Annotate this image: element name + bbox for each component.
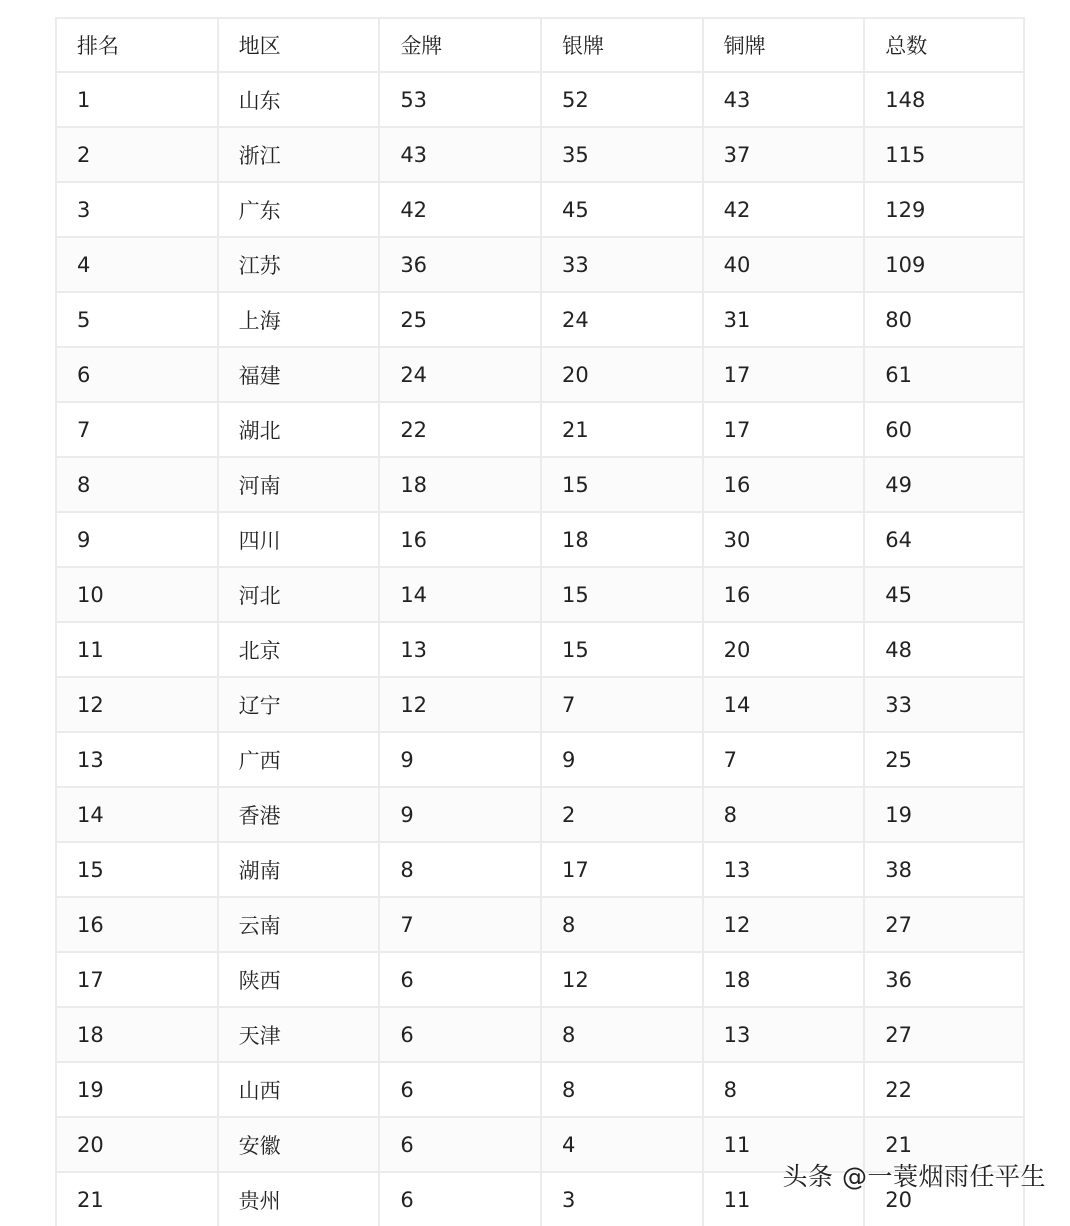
cell-gold: 6 [378, 1116, 540, 1171]
table-header [55, 17, 1025, 71]
cell-gold: 7 [378, 896, 540, 951]
header-total: 总数 [863, 17, 1025, 71]
cell-bronze: 42 [702, 181, 864, 236]
cell-gold: 6 [378, 1061, 540, 1116]
cell-rank: 18 [55, 1006, 217, 1061]
cell-region: 山东 [217, 71, 379, 126]
cell-region: 辽宁 [217, 676, 379, 731]
table-row [55, 236, 1025, 291]
cell-gold: 14 [378, 566, 540, 621]
cell-gold: 12 [378, 676, 540, 731]
cell-gold: 9 [378, 731, 540, 786]
cell-bronze: 20 [702, 621, 864, 676]
table-row [55, 896, 1025, 951]
cell-total: 129 [863, 181, 1025, 236]
table-row [55, 126, 1025, 181]
cell-region: 福建 [217, 346, 379, 401]
cell-gold: 25 [378, 291, 540, 346]
header-rank: 排名 [55, 17, 217, 71]
cell-bronze: 7 [702, 731, 864, 786]
cell-rank: 17 [55, 951, 217, 1006]
cell-rank: 20 [55, 1116, 217, 1171]
table-row [55, 621, 1025, 676]
cell-region: 湖南 [217, 841, 379, 896]
header-bronze: 铜牌 [702, 17, 864, 71]
cell-silver: 4 [540, 1116, 702, 1171]
cell-total: 64 [863, 511, 1025, 566]
cell-rank: 15 [55, 841, 217, 896]
cell-bronze: 8 [702, 1061, 864, 1116]
cell-gold: 13 [378, 621, 540, 676]
cell-silver: 8 [540, 1006, 702, 1061]
cell-total: 36 [863, 951, 1025, 1006]
cell-rank: 5 [55, 291, 217, 346]
cell-region: 北京 [217, 621, 379, 676]
cell-gold: 6 [378, 1171, 540, 1226]
cell-total: 109 [863, 236, 1025, 291]
header-gold: 金牌 [378, 17, 540, 71]
medal-table-container [55, 17, 1025, 1226]
cell-total: 27 [863, 1006, 1025, 1061]
cell-rank: 2 [55, 126, 217, 181]
table-row [55, 676, 1025, 731]
cell-silver: 21 [540, 401, 702, 456]
table-row [55, 456, 1025, 511]
cell-gold: 53 [378, 71, 540, 126]
cell-silver: 9 [540, 731, 702, 786]
table-row [55, 291, 1025, 346]
cell-total: 19 [863, 786, 1025, 841]
table-row [55, 511, 1025, 566]
cell-rank: 8 [55, 456, 217, 511]
cell-total: 21 [863, 1116, 1025, 1171]
cell-total: 60 [863, 401, 1025, 456]
cell-bronze: 8 [702, 786, 864, 841]
cell-rank: 19 [55, 1061, 217, 1116]
cell-region: 陕西 [217, 951, 379, 1006]
cell-bronze: 16 [702, 456, 864, 511]
cell-region: 浙江 [217, 126, 379, 181]
cell-rank: 1 [55, 71, 217, 126]
cell-bronze: 17 [702, 401, 864, 456]
cell-region: 云南 [217, 896, 379, 951]
cell-silver: 7 [540, 676, 702, 731]
cell-rank: 12 [55, 676, 217, 731]
cell-gold: 6 [378, 1006, 540, 1061]
watermark: 头条 @一蓑烟雨任平生 [782, 1162, 1046, 1191]
cell-region: 广西 [217, 731, 379, 786]
cell-bronze: 11 [702, 1116, 864, 1171]
cell-bronze: 43 [702, 71, 864, 126]
cell-total: 148 [863, 71, 1025, 126]
cell-bronze: 13 [702, 1006, 864, 1061]
table-row [55, 181, 1025, 236]
cell-silver: 8 [540, 896, 702, 951]
cell-bronze: 37 [702, 126, 864, 181]
cell-silver: 15 [540, 456, 702, 511]
cell-region: 香港 [217, 786, 379, 841]
cell-region: 贵州 [217, 1171, 379, 1226]
cell-gold: 16 [378, 511, 540, 566]
cell-total: 61 [863, 346, 1025, 401]
cell-rank: 9 [55, 511, 217, 566]
medal-table [55, 17, 1025, 1226]
cell-silver: 20 [540, 346, 702, 401]
cell-region: 安徽 [217, 1116, 379, 1171]
cell-total: 27 [863, 896, 1025, 951]
cell-bronze: 16 [702, 566, 864, 621]
cell-silver: 12 [540, 951, 702, 1006]
cell-silver: 35 [540, 126, 702, 181]
cell-gold: 8 [378, 841, 540, 896]
cell-gold: 6 [378, 951, 540, 1006]
cell-rank: 14 [55, 786, 217, 841]
table-row [55, 951, 1025, 1006]
cell-bronze: 18 [702, 951, 864, 1006]
header-row [55, 17, 1025, 71]
header-region: 地区 [217, 17, 379, 71]
cell-silver: 45 [540, 181, 702, 236]
header-silver: 银牌 [540, 17, 702, 71]
cell-bronze: 12 [702, 896, 864, 951]
cell-region: 河南 [217, 456, 379, 511]
cell-region: 江苏 [217, 236, 379, 291]
cell-rank: 3 [55, 181, 217, 236]
cell-rank: 7 [55, 401, 217, 456]
cell-bronze: 11 [702, 1171, 864, 1226]
cell-bronze: 14 [702, 676, 864, 731]
cell-rank: 6 [55, 346, 217, 401]
table-row [55, 1061, 1025, 1116]
cell-gold: 43 [378, 126, 540, 181]
cell-silver: 3 [540, 1171, 702, 1226]
cell-total: 80 [863, 291, 1025, 346]
table-row [55, 786, 1025, 841]
cell-silver: 24 [540, 291, 702, 346]
cell-silver: 52 [540, 71, 702, 126]
table-row [55, 401, 1025, 456]
cell-region: 天津 [217, 1006, 379, 1061]
cell-silver: 17 [540, 841, 702, 896]
cell-rank: 10 [55, 566, 217, 621]
cell-total: 20 [863, 1171, 1025, 1226]
cell-bronze: 31 [702, 291, 864, 346]
cell-bronze: 30 [702, 511, 864, 566]
cell-region: 山西 [217, 1061, 379, 1116]
table-row [55, 731, 1025, 786]
cell-silver: 15 [540, 566, 702, 621]
cell-total: 115 [863, 126, 1025, 181]
cell-rank: 21 [55, 1171, 217, 1226]
cell-silver: 18 [540, 511, 702, 566]
cell-region: 河北 [217, 566, 379, 621]
cell-gold: 42 [378, 181, 540, 236]
cell-region: 湖北 [217, 401, 379, 456]
cell-rank: 13 [55, 731, 217, 786]
cell-bronze: 13 [702, 841, 864, 896]
table-row [55, 841, 1025, 896]
cell-region: 上海 [217, 291, 379, 346]
cell-total: 45 [863, 566, 1025, 621]
cell-total: 38 [863, 841, 1025, 896]
cell-silver: 2 [540, 786, 702, 841]
cell-gold: 22 [378, 401, 540, 456]
cell-total: 49 [863, 456, 1025, 511]
cell-total: 48 [863, 621, 1025, 676]
cell-total: 22 [863, 1061, 1025, 1116]
cell-gold: 36 [378, 236, 540, 291]
table-body [55, 71, 1025, 1226]
cell-region: 四川 [217, 511, 379, 566]
cell-silver: 15 [540, 621, 702, 676]
table-row [55, 1006, 1025, 1061]
cell-rank: 16 [55, 896, 217, 951]
cell-gold: 9 [378, 786, 540, 841]
table-row [55, 71, 1025, 126]
cell-silver: 33 [540, 236, 702, 291]
cell-rank: 11 [55, 621, 217, 676]
cell-rank: 4 [55, 236, 217, 291]
cell-total: 25 [863, 731, 1025, 786]
cell-bronze: 17 [702, 346, 864, 401]
cell-gold: 24 [378, 346, 540, 401]
cell-bronze: 40 [702, 236, 864, 291]
cell-region: 广东 [217, 181, 379, 236]
cell-gold: 18 [378, 456, 540, 511]
cell-silver: 8 [540, 1061, 702, 1116]
table-row [55, 346, 1025, 401]
cell-total: 33 [863, 676, 1025, 731]
table-row [55, 566, 1025, 621]
